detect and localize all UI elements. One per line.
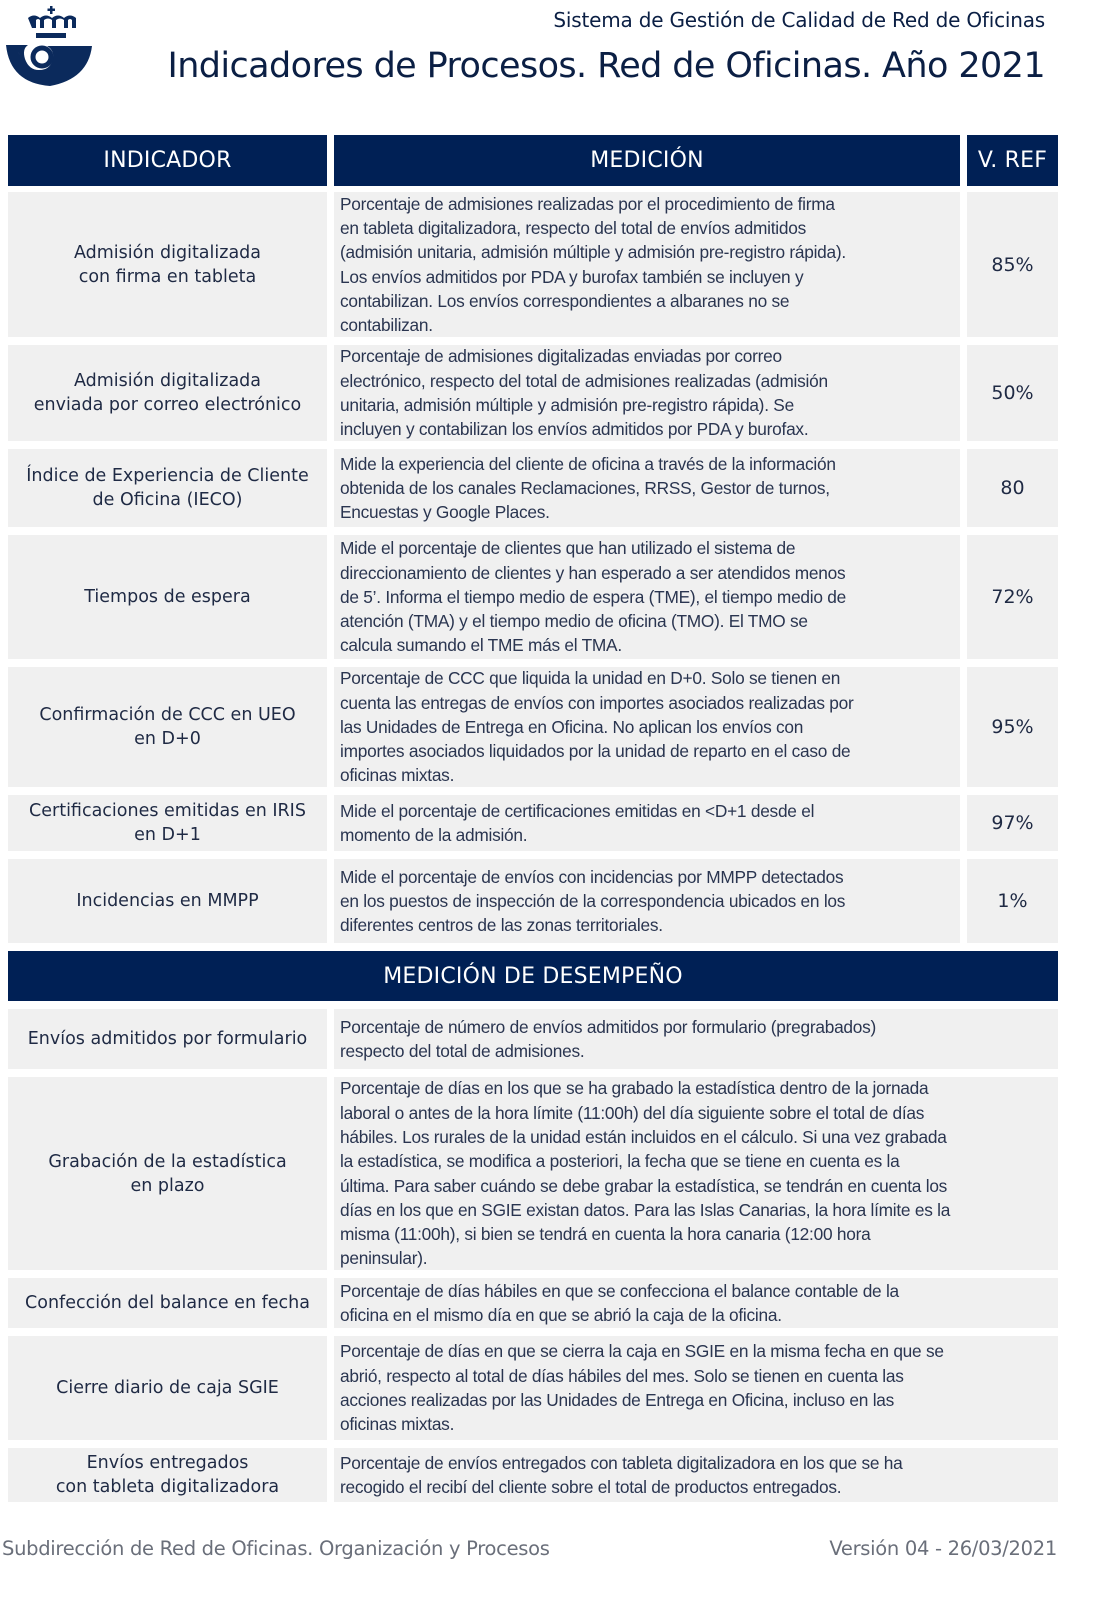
performance-row-indicador <box>8 1448 327 1502</box>
performance-row-indicador <box>8 1278 327 1328</box>
performance-row-medicion <box>334 1336 1058 1440</box>
performance-row-indicador <box>8 1009 327 1069</box>
indicador-text: Grabación de la estadística en plazo <box>48 1151 287 1196</box>
correos-logo <box>4 4 94 88</box>
performance-row-medicion <box>334 1009 1058 1069</box>
indicador-text: Cierre diario de caja SGIE <box>56 1378 279 1398</box>
table-row-vref <box>967 535 1058 659</box>
vref-value: 97% <box>991 812 1034 834</box>
table-row-indicador <box>8 449 327 527</box>
table-row-vref <box>967 795 1058 851</box>
vref-value: 1% <box>997 890 1028 912</box>
medicion-text: Mide el porcentaje de clientes que han utilizado el sistema de direccionamiento de clientes y han esperado a ser atendidos menos de 5’. Informa el tiempo medio de espera (TME), el tiempo medio de atención (TMA) y el tiempo medio de oficina (TMO). El TMO se calcula sumando el TME más el TMA. <box>340 538 847 656</box>
indicador-text: Certificaciones emitidas en IRIS en D+1 <box>29 801 306 845</box>
indicador-text: Envíos entregados con tableta digitalizadora <box>55 1453 280 1497</box>
table-row-vref <box>967 345 1058 441</box>
vref-value: 85% <box>991 253 1034 276</box>
table-row-medicion <box>334 449 960 527</box>
indicador-text: Envíos admitidos por formulario <box>27 1029 308 1049</box>
medicion-text: Porcentaje de envíos entregados con tableta digitalizadora en los que se ha recogido el recibí del cliente sobre el total de productos entregados. <box>340 1452 903 1497</box>
performance-row-medicion <box>334 1278 1058 1328</box>
footer-version: Versión 04 - 26/03/2021 <box>829 1537 1057 1560</box>
table-row-vref <box>967 859 1058 943</box>
medicion-text: Porcentaje de admisiones digitalizadas enviadas por correo electrónico, respecto del total de admisiones realizadas (admisión unitaria, admisión múltiple y admisión pre-registro rápida). Se incluyen y contabilizan los envíos admitidos por PDA y burofax. <box>340 346 828 440</box>
table-row-vref <box>967 192 1058 337</box>
performance-row-medicion <box>334 1077 1058 1270</box>
column-header-vref: V. REF <box>967 135 1058 186</box>
medicion-text: Porcentaje de número de envíos admitidos por formulario (pregrabados) respecto del total de admisiones. <box>340 1016 877 1061</box>
column-header-medicion: MEDICIÓN <box>334 135 960 186</box>
vref-value: 80 <box>1000 477 1025 499</box>
table-row-indicador <box>8 667 327 787</box>
medicion-text: Porcentaje de días en que se cierra la caja en SGIE en la misma fecha en que se abrió, respecto al total de días hábiles del mes. Solo se tienen en cuenta las acciones realizadas por las Unidades de Entrega en Oficina, incluso en las oficinas mixtas. <box>340 1341 944 1435</box>
indicador-text: Incidencias en MMPP <box>76 891 259 911</box>
table-row-indicador <box>8 535 327 659</box>
performance-row-medicion <box>334 1448 1058 1502</box>
table-row-indicador <box>8 859 327 943</box>
indicador-text: Admisión digitalizada con firma en tableta <box>73 242 261 287</box>
table-row-medicion <box>334 535 960 659</box>
indicador-text: Admisión digitalizada enviada por correo electrónico <box>33 371 302 415</box>
section-header-desempeno: MEDICIÓN DE DESEMPEÑO <box>8 951 1058 1001</box>
vref-value: 95% <box>991 716 1034 738</box>
indicador-text: Tiempos de espera <box>84 587 251 607</box>
table-row-vref <box>967 667 1058 787</box>
correos-horn-crown-icon <box>4 4 94 88</box>
table-row-indicador <box>8 795 327 851</box>
indicador-text: Confección del balance en fecha <box>25 1293 310 1313</box>
medicion-text: Mide la experiencia del cliente de oficina a través de la información obtenida de los canales Reclamaciones, RRSS, Gestor de turnos, Encuestas y Google Places. <box>340 453 836 523</box>
footer-department: Subdirección de Red de Oficinas. Organización y Procesos <box>2 1537 550 1560</box>
document-title: Indicadores de Procesos. Red de Oficinas. Año 2021 <box>167 46 1045 86</box>
medicion-text: Porcentaje de CCC que liquida la unidad en D+0. Solo se tienen en cuenta las entregas de envíos con importes asociados realizadas por las Unidades de Entrega en Oficina. No aplican los envíos con importes asociados liquidados por la unidad de reparto en el caso de oficinas mixtas. <box>340 668 854 786</box>
vref-value: 72% <box>991 586 1034 608</box>
medicion-text: Porcentaje de admisiones realizadas por el procedimiento de firma en tableta digitalizadora, respecto del total de envíos admitidos (admisión unitaria, admisión múltiple y admisión pre-registro rápida). Los envíos admitidos por PDA y burofax también se incluyen y contabilizan. Los envíos correspondientes a albaranes no se contabilizan. <box>340 193 846 336</box>
table-row-indicador <box>8 345 327 441</box>
indicador-text: Índice de Experiencia de Cliente de Oficina (IECO) <box>26 466 309 510</box>
medicion-text: Porcentaje de días hábiles en que se confecciona el balance contable de la oficina en el mismo día en que se abrió la caja de la oficina. <box>340 1280 899 1325</box>
indicador-text: Confirmación de CCC en UEO en D+0 <box>39 705 296 749</box>
table-row-vref <box>967 449 1058 527</box>
column-header-indicador: INDICADOR <box>8 135 327 186</box>
vref-value: 50% <box>991 382 1034 404</box>
table-row-medicion <box>334 667 960 787</box>
table-row-medicion <box>334 859 960 943</box>
performance-row-indicador <box>8 1077 327 1270</box>
table-row-medicion <box>334 795 960 851</box>
table-row-indicador <box>8 192 327 337</box>
medicion-text: Mide el porcentaje de certificaciones emitidas en <D+1 desde el momento de la admisión. <box>340 800 815 845</box>
table-row-medicion <box>334 345 960 441</box>
performance-row-indicador <box>8 1336 327 1440</box>
document-subtitle: Sistema de Gestión de Calidad de Red de Oficinas <box>553 8 1045 32</box>
medicion-text: Mide el porcentaje de envíos con incidencias por MMPP detectados en los puestos de inspección de la correspondencia ubicados en los diferentes centros de las zonas territoriales. <box>340 866 846 936</box>
medicion-text: Porcentaje de días en los que se ha grabado la estadística dentro de la jornada laboral o antes de la hora límite (11:00h) del día siguiente sobre el total de días hábiles. Los rurales de la unidad están incluidos en el cálculo. Si una vez grabada la estadística, se modifica a posteriori, la fecha que se tiene en cuenta es la última. Para saber cuándo se debe grabar la estadística, se tendrán en cuenta los días en los que en SGIE existan datos. Para las Islas Canarias, la hora límite es la misma (11:00h), si bien se tendrá en cuenta la hora canaria (12:00 hora peninsular). <box>340 1078 951 1269</box>
table-row-medicion <box>334 192 960 337</box>
